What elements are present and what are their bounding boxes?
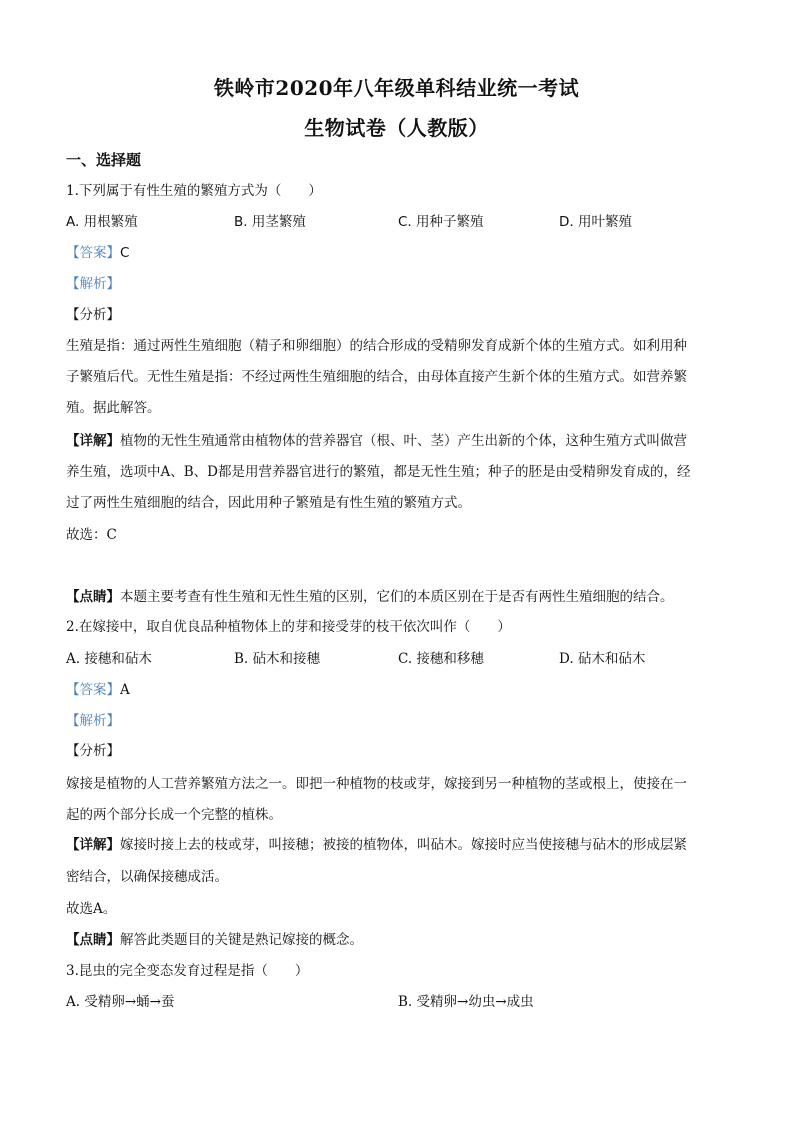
q1-option-d: D. 用叶繁殖: [559, 214, 632, 230]
q3-option-a: A. 受精卵→蛹→蚕: [66, 994, 175, 1010]
answer-label: 【答案】: [66, 682, 120, 698]
q1-jiexi-label: 【解析】: [66, 276, 120, 292]
document-title: 铁岭市2020年八年级单科结业统一考试: [213, 76, 580, 100]
q1-option-b: B. 用茎繁殖: [234, 214, 306, 230]
q3-option-b: B. 受精卵→幼虫→成虫: [398, 994, 534, 1010]
q1-option-c: C. 用种子繁殖: [398, 214, 484, 230]
question-2-stem: 2.在嫁接中，取自优良品种植物体上的芽和接受芽的枝干依次叫作（ ）: [66, 619, 511, 635]
answer-value: A: [120, 682, 130, 698]
answer-value: C: [120, 245, 130, 261]
q2-fenxi-line-2: 起的两个部分长成一个完整的植株。: [66, 807, 282, 823]
q2-option-a: A. 接穗和砧木: [66, 651, 152, 667]
q1-xiangjie-line-2: 养生殖，选项中A、B、D都是用营养器官进行的繁殖，都是无性生殖；种子的胚是由受精卵发育成的，经: [66, 464, 691, 480]
q1-fenxi-line-1: 生殖是指：通过两性生殖细胞（精子和卵细胞）的结合形成的受精卵发育成新个体的生殖方式。如利用种: [66, 338, 687, 354]
q1-answer: [66, 244, 129, 262]
q2-xiangjie-line-2: 密结合，以确保接穗成活。: [66, 869, 228, 885]
q2-fenxi-line-1: 嫁接是植物的人工营养繁殖方法之一。即把一种植物的枝或芽，嫁接到另一种植物的茎或根上，使接在一: [66, 776, 687, 792]
q1-xiangjie-line-1: [66, 432, 687, 450]
q2-answer: [66, 681, 130, 699]
q1-fenxi-label: 【分析】: [66, 307, 120, 323]
q2-option-c: C. 接穗和移穗: [398, 651, 484, 667]
xiangjie-label: 【详解】: [66, 433, 120, 449]
answer-label: 【答案】: [66, 245, 120, 261]
document-subtitle: 生物试卷（人教版）: [304, 116, 489, 140]
q1-conclusion: 故选：C: [66, 527, 117, 543]
q1-dianjing: [66, 588, 674, 606]
q2-conclusion: 故选A。: [66, 901, 117, 917]
q2-option-d: D. 砧木和砧木: [559, 651, 646, 667]
q2-fenxi-label: 【分析】: [66, 743, 120, 759]
dianjing-label: 【点睛】: [66, 589, 120, 605]
q1-fenxi-line-3: 殖。据此解答。: [66, 400, 161, 416]
section-heading: 一、选择题: [66, 151, 142, 169]
q2-option-b: B. 砧木和接穗: [234, 651, 321, 667]
q2-dianjing: [66, 931, 363, 949]
q2-jiexi-label: 【解析】: [66, 713, 120, 729]
q1-option-a: A. 用根繁殖: [66, 214, 138, 230]
xiangjie-text: 嫁接时接上去的枝或芽，叫接穗；被接的植物体，叫砧木。嫁接时应当使接穗与砧木的形成层紧: [120, 837, 687, 853]
question-3-stem: 3.昆虫的完全变态发育过程是指（ ）: [66, 963, 309, 979]
question-1-stem: 1.下列属于有性生殖的繁殖方式为（ ）: [66, 183, 322, 199]
xiangjie-text: 植物的无性生殖通常由植物体的营养器官（根、叶、茎）产生出新的个体，这种生殖方式叫做营: [120, 433, 687, 449]
dianjing-label: 【点睛】: [66, 932, 120, 948]
q1-fenxi-line-2: 子繁殖后代。无性生殖是指：不经过两性生殖细胞的结合，由母体直接产生新个体的生殖方式。如营养繁: [66, 369, 687, 385]
xiangjie-label: 【详解】: [66, 837, 120, 853]
q1-xiangjie-line-3: 过了两性生殖细胞的结合，因此用种子繁殖是有性生殖的繁殖方式。: [66, 495, 471, 511]
q2-xiangjie-line-1: [66, 836, 687, 854]
dianjing-text: 解答此类题目的关键是熟记嫁接的概念。: [120, 932, 363, 948]
dianjing-text: 本题主要考查有性生殖和无性生殖的区别，它们的本质区别在于是否有两性生殖细胞的结合。: [120, 589, 674, 605]
